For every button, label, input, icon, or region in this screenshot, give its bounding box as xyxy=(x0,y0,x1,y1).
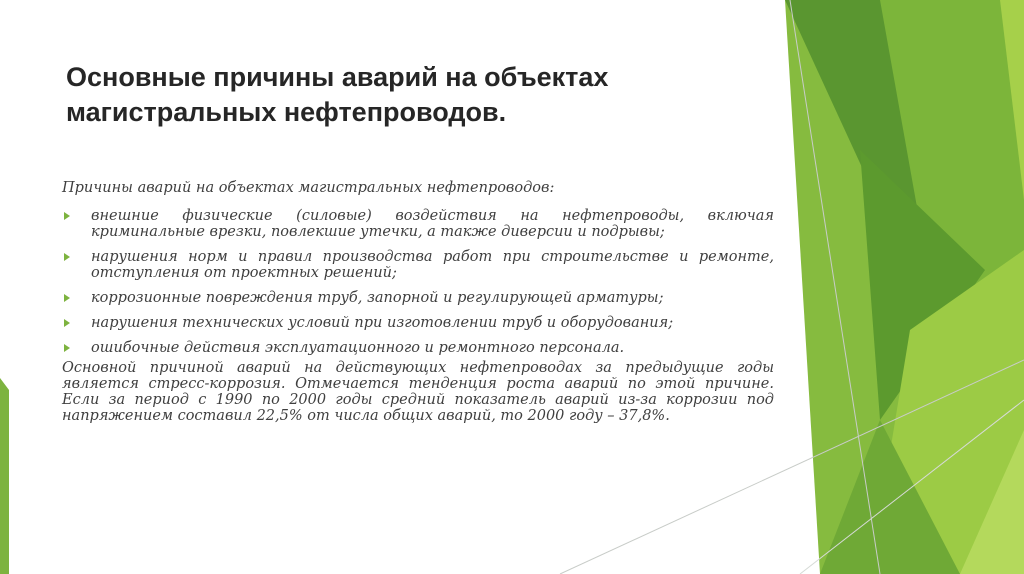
bullet-list xyxy=(62,208,774,356)
list-item xyxy=(62,315,774,331)
list-item xyxy=(62,249,774,281)
triangle-bullet-icon xyxy=(64,253,70,261)
closing-paragraph: Основной причиной аварий на действующих нефтепроводах за предыдущие годы является стресс-коррозия. Отмечается тенденция роста аварий по этой причине. Если за период с 1990 по 2000 годы средний показатель аварий из-за коррозии под напряжением составил 22,5% от числа общих аварий, то 2000 году – 37,8%. xyxy=(62,360,774,424)
slide-title: Основные причины аварий на объектах магистральных нефтепроводов. xyxy=(66,62,609,127)
slide-body xyxy=(62,180,774,424)
list-item xyxy=(62,290,774,306)
triangle-bullet-icon xyxy=(64,212,70,220)
triangle-bullet-icon xyxy=(64,319,70,327)
triangle-bullet-icon xyxy=(64,294,70,302)
bullet-text: нарушения норм и правил производства работ при строительстве и ремонте, отступления от проектных решений; xyxy=(91,249,774,281)
bullet-text: нарушения технических условий при изготовлении труб и оборудования; xyxy=(91,315,674,331)
intro-text: Причины аварий на объектах магистральных нефтепроводов: xyxy=(62,180,555,196)
list-item xyxy=(62,208,774,240)
bullet-text: коррозионные повреждения труб, запорной и регулирующей арматуры; xyxy=(91,290,664,306)
triangle-bullet-icon xyxy=(64,344,70,352)
bullet-text: ошибочные действия эксплуатационного и ремонтного персонала. xyxy=(91,340,625,356)
left-green-strip xyxy=(0,378,9,574)
bullet-text: внешние физические (силовые) воздействия на нефтепроводы, включая криминальные врезки, повлекшие утечки, а также диверсии и подрывы; xyxy=(91,208,774,240)
list-item xyxy=(62,340,774,356)
